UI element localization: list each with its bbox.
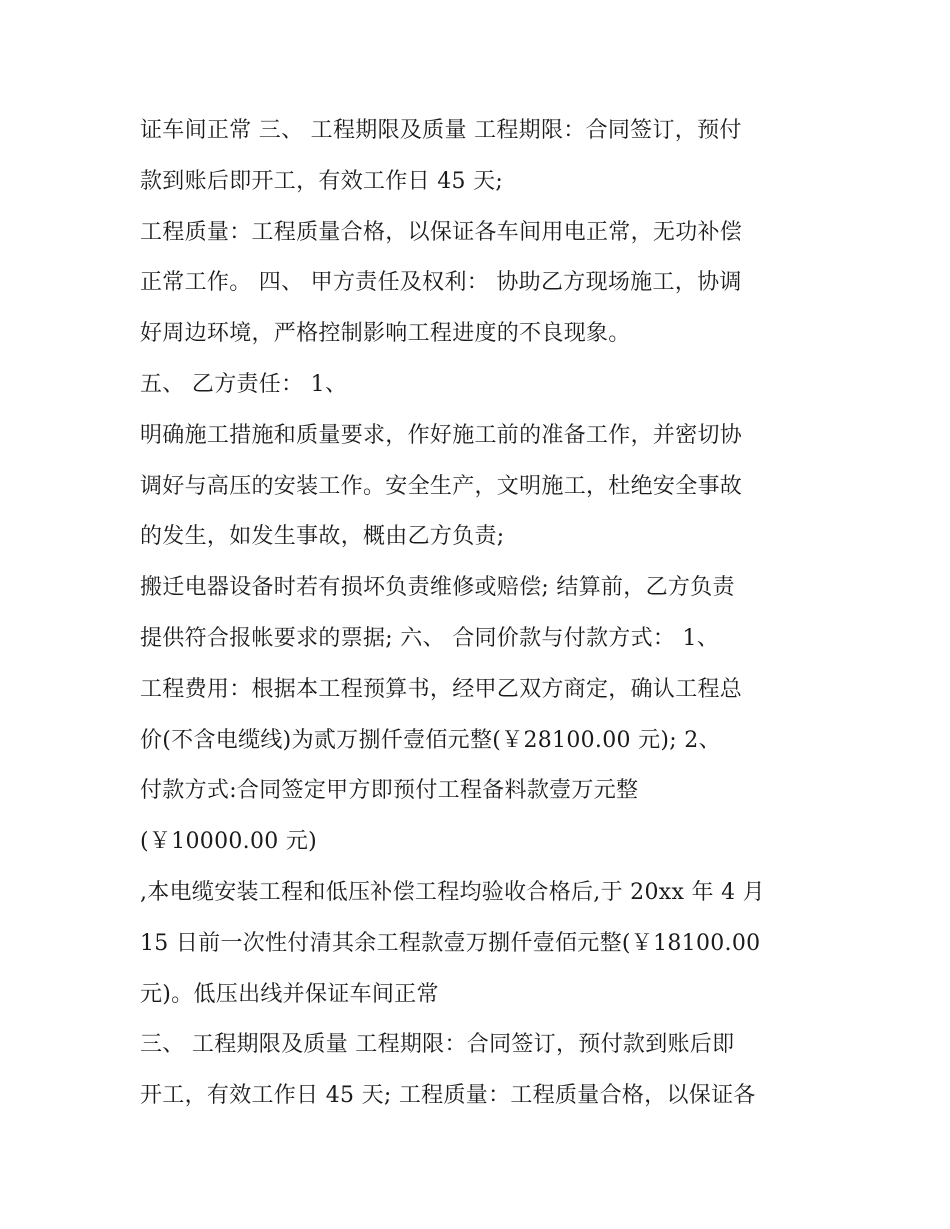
text-line: 搬迁电器设备时若有损坏负责维修或赔偿; 结算前，乙方负责 [140,575,735,601]
text-line: 元)。低压出线并保证车间正常 [140,981,439,1007]
text-line: 三、 工程期限及质量 工程期限：合同签订，预付款到账后即 [140,1032,735,1058]
text-line: (￥10000.00 元) [140,829,318,855]
document-body [140,106,820,1122]
text-line: 价(不含电缆线)为贰万捌仟壹佰元整(￥28100.00 元); 2、 [140,727,721,753]
text-line: 明确施工措施和质量要求，作好施工前的准备工作，并密切协 [140,422,743,448]
text-line: 调好与高压的安装工作。安全生产，文明施工，杜绝安全事故 [140,473,743,499]
text-line: 正常工作。 四、 甲方责任及权利： 协助乙方现场施工，协调 [140,270,742,296]
text-line: 工程质量：工程质量合格，以保证各车间用电正常，无功补偿 [140,219,743,245]
text-line: ,本电缆安装工程和低压补偿工程均验收合格后,于 20xx 年 4 月 [140,879,765,905]
text-line: 提供符合报帐要求的票据; 六、 合同价款与付款方式： 1、 [140,625,720,651]
text-line: 付款方式:合同签定甲方即预付工程备料款壹万元整 [140,778,639,804]
text-line: 工程费用：根据本工程预算书，经甲乙双方商定，确认工程总 [140,676,743,702]
text-line: 的发生，如发生事故，概由乙方负责; [140,524,505,550]
text-line: 15 日前一次性付清其余工程款壹万捌仟壹佰元整(￥18100.00 [140,930,761,956]
text-line: 开工，有效工作日 45 天; 工程质量：工程质量合格，以保证各 [140,1083,756,1109]
text-line: 好周边环境，严格控制影响工程进度的不良现象。 [140,321,631,347]
text-line: 款到账后即开工，有效工作日 45 天; [140,168,504,194]
text-line: 证车间正常 三、 工程期限及质量 工程期限：合同签订，预付 [140,118,742,143]
text-line: 五、 乙方责任： 1、 [140,371,348,397]
